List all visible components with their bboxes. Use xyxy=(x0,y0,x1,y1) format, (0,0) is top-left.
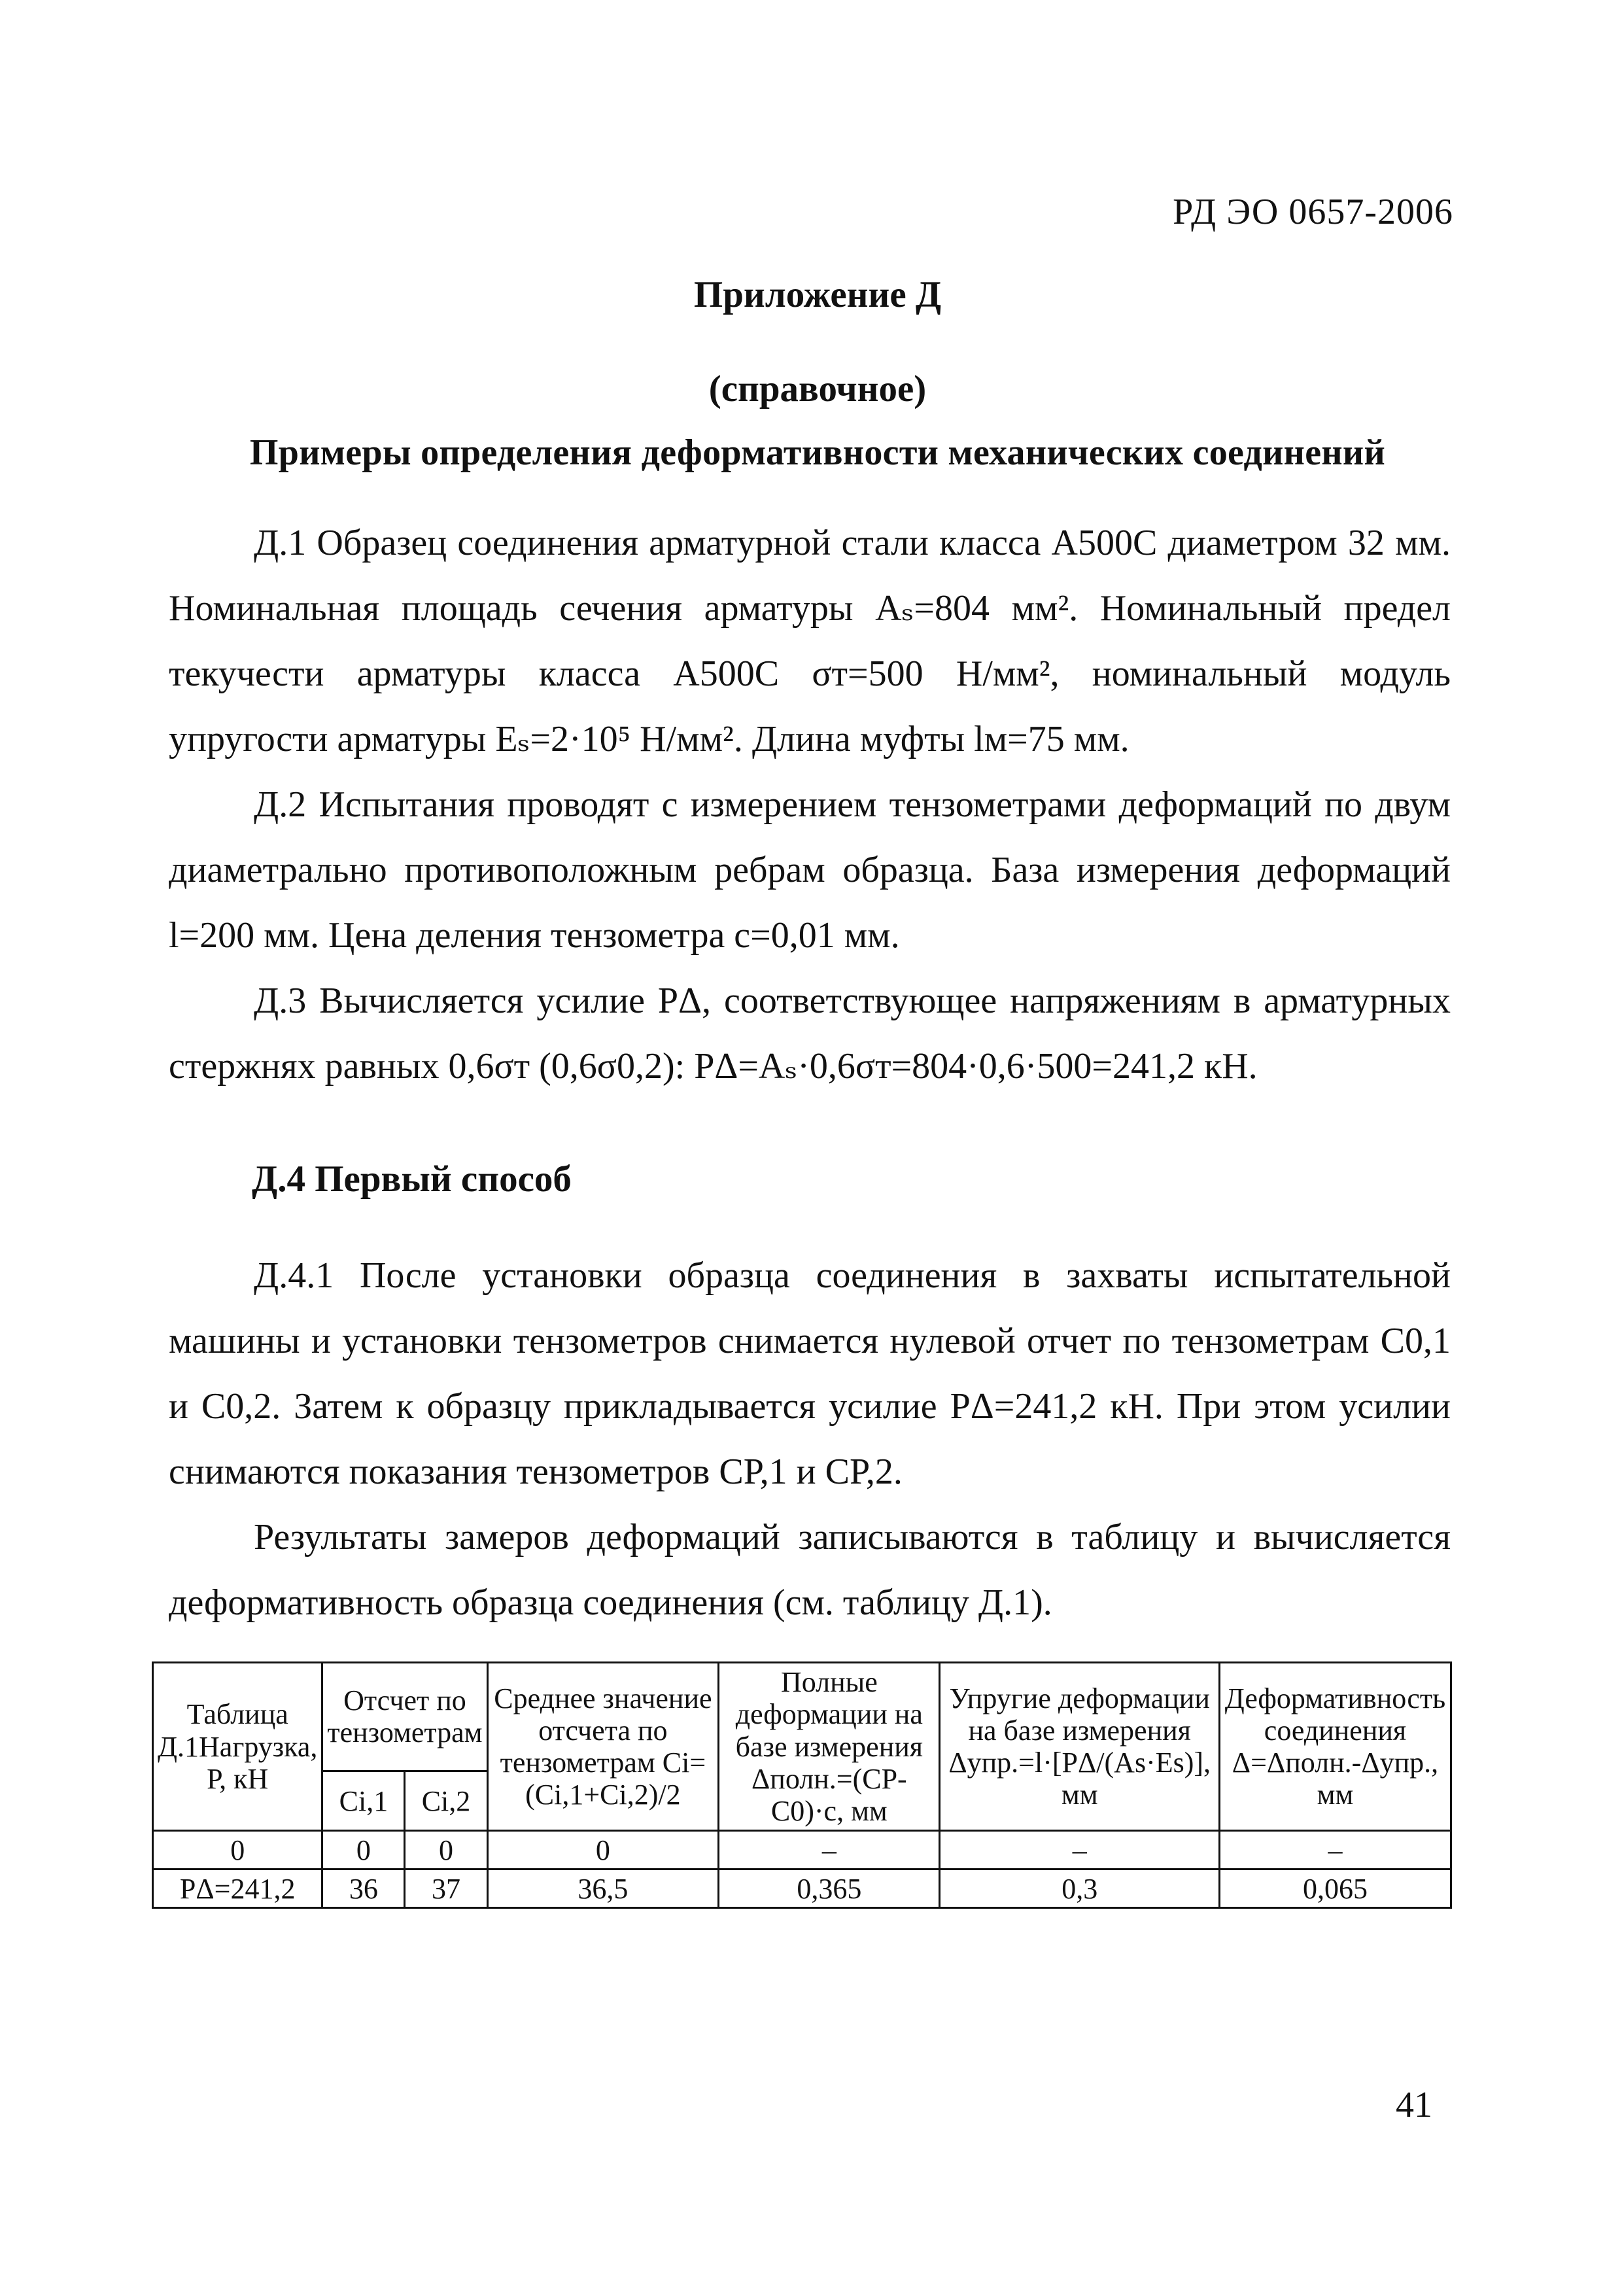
cell-deform: 0,065 xyxy=(1219,1870,1451,1908)
appendix-title: Приложение Д xyxy=(693,274,942,315)
section-heading-d4: Д.4 Первый способ xyxy=(252,1158,572,1200)
paragraph-d2: Д.2 Испытания проводят с измерением тензометрами деформаций по двум диаметрально противоположным ребрам образца. База измерения деформаций l=200 мм. Цена деления тензометра с=0,01 мм. xyxy=(169,784,1451,956)
cell-c1: 0 xyxy=(322,1831,405,1870)
header-full-deformation: Полные деформации на базе измерения Δполн.=(CP-C0)·c, мм xyxy=(719,1663,940,1831)
page-number: 41 xyxy=(1396,2085,1432,2125)
cell-mean: 0 xyxy=(487,1831,719,1870)
paragraph-d41: Д.4.1 После установки образца соединения в захваты испытательной машины и установки тензометров снимается нулевой отчет по тензометрам C0,1 и C0,2. Затем к образцу прикладывается усилие PΔ=241,2 кН. При этом усилии снимаются показания тензометров CP,1 и CP,2. xyxy=(169,1255,1451,1492)
header-load: Таблица Д.1Нагрузка, Р, кН xyxy=(153,1663,322,1831)
paragraph-d3: Д.3 Вычисляется усилие PΔ, соответствующее напряжениям в арматурных стержнях равных 0,6σт (0,6σ0,2): PΔ=Aₛ·0,6σт=804·0,6·500=241,2 кН. xyxy=(169,981,1451,1087)
cell-c1: 36 xyxy=(322,1870,405,1908)
table-row xyxy=(153,1831,1451,1870)
appendix-heading: Примеры определения деформативности механических соединений xyxy=(249,432,1386,473)
paragraph-d41-results: Результаты замеров деформаций записываются в таблицу и вычисляется деформативность образца соединения (см. таблицу Д.1). xyxy=(169,1517,1451,1623)
header-deformability: Деформативность соединения Δ=Δполн.-Δупр., мм xyxy=(1219,1663,1451,1831)
header-c1: Ci,1 xyxy=(322,1771,405,1830)
header-elastic-deformation: Упругие деформации на базе измерения Δупр.=l·[PΔ/(As·Es)], мм xyxy=(940,1663,1220,1831)
cell-load: 0 xyxy=(153,1831,322,1870)
cell-elastic: – xyxy=(940,1831,1220,1870)
results-table xyxy=(152,1661,1452,1909)
appendix-subtitle: (справочное) xyxy=(708,368,927,409)
cell-full: 0,365 xyxy=(719,1870,940,1908)
paragraph-d1: Д.1 Образец соединения арматурной стали класса А500С диаметром 32 мм. Номинальная площадь сечения арматуры Aₛ=804 мм². Номинальный предел текучести арматуры класса А500С σт=500 Н/мм², номинальный модуль упругости арматуры Eₛ=2·10⁵ Н/мм². Длина муфты lм=75 мм. xyxy=(169,523,1451,759)
cell-elastic: 0,3 xyxy=(940,1870,1220,1908)
cell-c2: 37 xyxy=(405,1870,487,1908)
cell-c2: 0 xyxy=(405,1831,487,1870)
cell-mean: 36,5 xyxy=(487,1870,719,1908)
header-mean: Среднее значение отсчета по тензометрам Ci=(Ci,1+Ci,2)/2 xyxy=(487,1663,719,1831)
document-code: РД ЭО 0657-2006 xyxy=(1173,192,1453,232)
cell-deform: – xyxy=(1219,1831,1451,1870)
header-readings: Отсчет по тензометрам xyxy=(322,1663,487,1771)
cell-full: – xyxy=(719,1831,940,1870)
cell-load: PΔ=241,2 xyxy=(153,1870,322,1908)
header-c2: Ci,2 xyxy=(405,1771,487,1830)
table-row xyxy=(153,1870,1451,1908)
